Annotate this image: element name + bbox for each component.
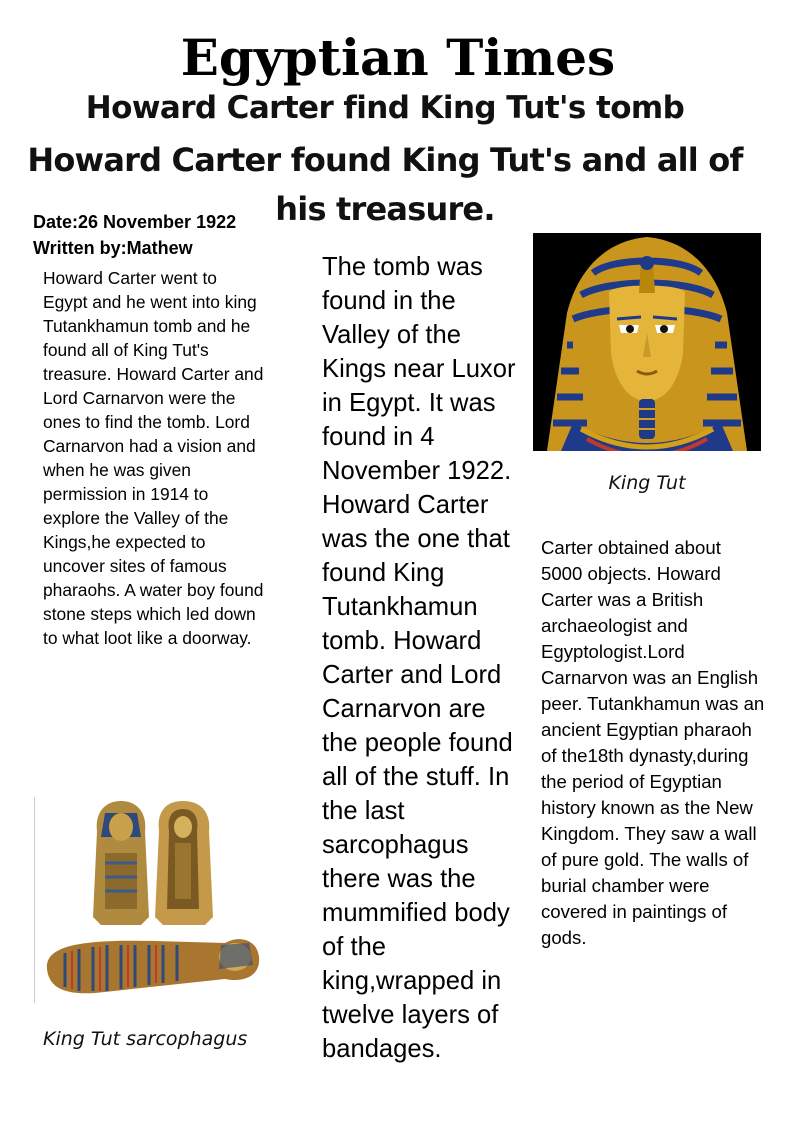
article-column-right: Carter obtained about 5000 objects. Howard Carter was a British archaeologist and Egyptologist.Lord Carnarvon was an English peer. Tutankhamun was an ancient Egyptian pharaoh of the18th dynasty,during the period of Egyptian history known as the New Kingdom. They saw a wall of pure gold. The walls of burial chamber were covered in paintings of gods. <box>541 537 765 948</box>
article-column-middle: The tomb was found in the Valley of the Kings near Luxor in Egypt. It was found in 4 November 1922. Howard Carter was the one that found King Tutankhamun tomb. Howard Carter and Lord Carnarvon are the people found all of the stuff. In the last sarcophagus there was the mummified body of the king,wrapped in twelve layers of bandages. <box>322 253 516 1063</box>
headline: Howard Carter find King Tut's tomb <box>85 90 685 126</box>
sarcophagus-image <box>34 797 271 1003</box>
author-line: Written by:Mathew <box>33 238 193 258</box>
king-tut-mask-image <box>533 233 761 451</box>
article-column-left: Howard Carter went to Egypt and he went into king Tutankhamun tomb and he found all of King Tut's treasure. Howard Carter and Lord Carnarvon were the ones to find the tomb. Lord Carnarvon had a vision and when he was given permission in 1914 to explore the Valley of the Kings,he expected to uncover sites of famous pharaohs. A water boy found stone steps which led down to what loot like a doorway. <box>43 268 264 648</box>
king-tut-caption: King Tut <box>608 472 686 494</box>
subheadline: Howard Carter found King Tut's and all of his treasure. <box>27 141 743 228</box>
sarcophagus-caption: King Tut sarcophagus <box>43 1028 248 1050</box>
masthead-title: Egyptian Times <box>180 28 616 87</box>
date-line: Date:26 November 1922 <box>33 212 237 232</box>
